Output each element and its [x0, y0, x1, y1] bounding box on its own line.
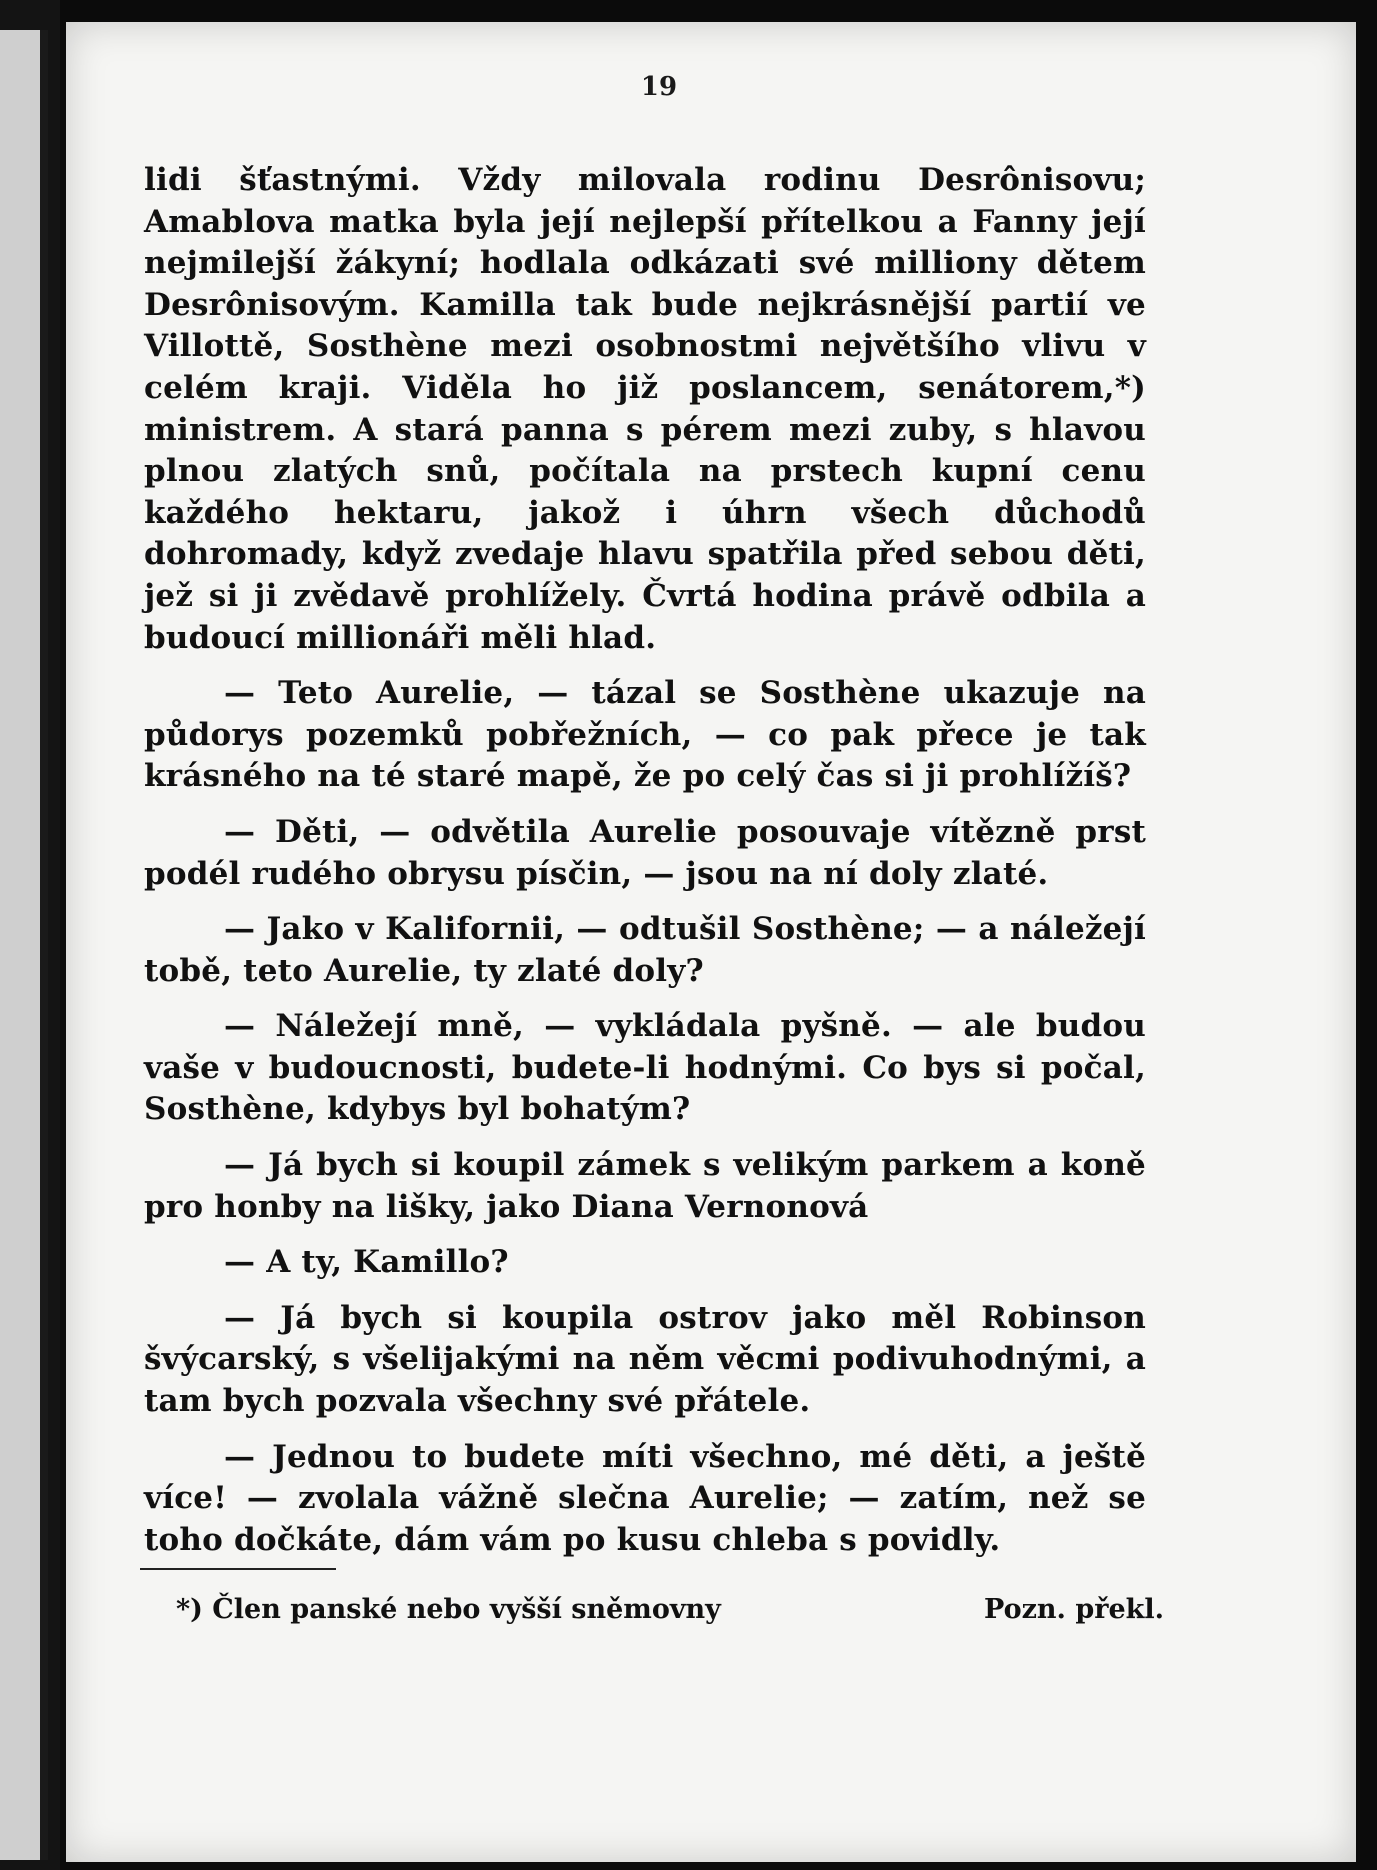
dialog-paragraph: — A ty, Kamillo? [224, 1244, 509, 1281]
page-number: 19 [640, 72, 678, 102]
facing-page-edge [0, 30, 48, 1860]
paragraph: lidi šťastnými. Vždy milovala rodinu Desrônisovu; Amablova matka byla její nejlepší přítelkou a Fanny její nejmilejší žákyní; hodlala odkázati své milliony dětem Desrônisovým. Kamilla tak bude nejkrásnější partií ve Villottě, Sosthène mezi osobnostmi největšího vlivu v celém kraji. Viděla ho již poslancem, senátorem,*) ministrem. A stará panna s pérem mezi zuby, s hlavou plnou zlatých snů, počítala na prstech kupní cenu každého hektaru, jakož i úhrn všech důchodů dohromady, když zvedaje hlavu spatřila před sebou děti, jež si ji zvědavě prohlížely. Čvrtá hodina právě odbila a budoucí millionáři měli hlad. [144, 162, 1146, 656]
dialog-paragraph: — Jednou to budete míti všechno, mé děti, a ještě více! — zvolala vážně slečna Aurelie; — zatím, než se toho dočkáte, dám vám po kusu chleba s povidly. [144, 1438, 1146, 1558]
dialog-paragraph: — Teto Aurelie, — tázal se Sosthène ukazuje na půdorys pozemků pobřežních, — co pak přece je tak krásného na té staré mapě, že po celý čas si ji prohlížíš? [144, 675, 1146, 795]
body-text [144, 160, 1146, 1561]
dialog-paragraph: — Děti, — odvětila Aurelie posouvaje vítězně prst podél rudého obrysu písčin, — jsou na ní doly zlaté. [144, 813, 1146, 892]
footnote-divider [140, 1568, 336, 1570]
dialog-paragraph: — Já bych si koupil zámek s velikým parkem a koně pro honby na lišky, jako Diana Vernonová [144, 1147, 1146, 1225]
dialog-paragraph: — Já bych si koupila ostrov jako měl Robinson švýcarský, s všelijakými na něm věcmi podivuhodnými, a tam bych pozvala všechny své přátele. [144, 1299, 1146, 1420]
dialog-paragraph: — Náležejí mně, — vykládala pyšně. — ale budou vaše v budoucnosti, budete-li hodnými. Co bys si počal, Sosthène, kdybys byl bohatým? [144, 1008, 1146, 1128]
footnote-credit: Pozn. překl. [984, 1594, 1164, 1625]
dialog-paragraph: — Jako v Kalifornii, — odtušil Sosthène; — a náležejí tobě, teto Aurelie, ty zlaté doly? [144, 911, 1146, 989]
footnote-text: *) Člen panské nebo vyšší sněmovny [176, 1594, 721, 1625]
book-page [66, 22, 1356, 1862]
